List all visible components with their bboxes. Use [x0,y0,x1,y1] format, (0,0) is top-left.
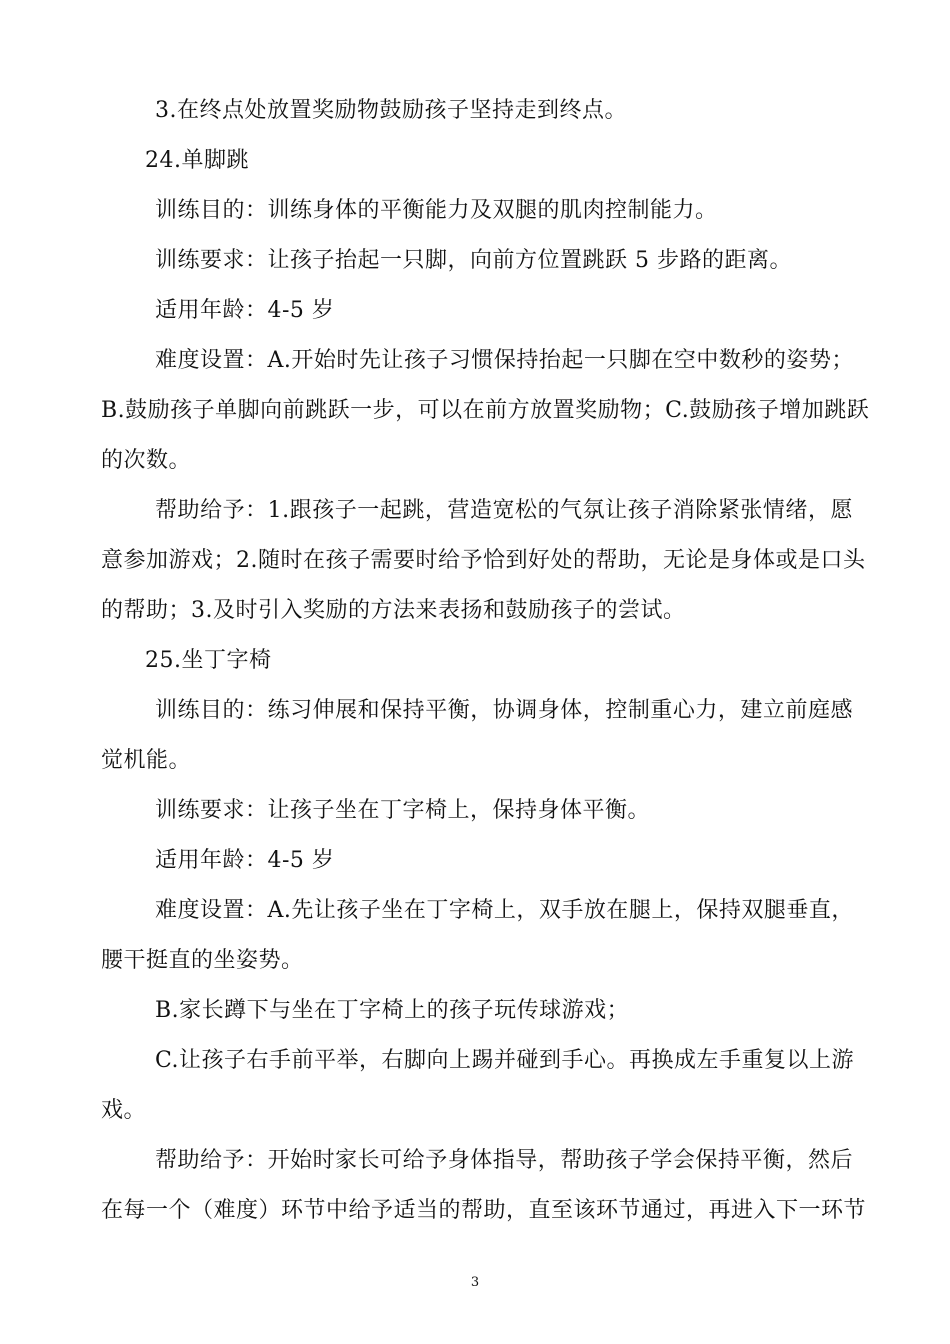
page-number: 3 [470,1275,480,1290]
text-line: 3.在终点处放置奖励物鼓励孩子坚持走到终点。 [155,98,627,123]
text-line: 适用年龄：4-5 岁 [155,298,335,323]
section-heading-25: 25.坐丁字椅 [145,648,272,673]
text-line: B.家长蹲下与坐在丁字椅上的孩子玩传球游戏； [155,998,630,1023]
section-heading-24: 24.单脚跳 [145,148,249,173]
text-line: B.鼓励孩子单脚向前跳跃一步，可以在前方放置奖励物；C.鼓励孩子增加跳跃 [101,398,870,423]
text-line: 戏。 [101,1098,147,1123]
text-line: 训练目的：训练身体的平衡能力及双腿的肌肉控制能力。 [155,198,718,223]
text-line: 帮助给予：1.跟孩子一起跳，营造宽松的气氛让孩子消除紧张情绪，愿 [155,498,853,523]
text-line: 训练要求：让孩子坐在丁字椅上，保持身体平衡。 [155,798,651,823]
text-line: 在每一个（难度）环节中给予适当的帮助，直至该环节通过，再进入下一环节 [101,1198,867,1223]
text-line: 难度设置：A.开始时先让孩子习惯保持抬起一只脚在空中数秒的姿势； [155,348,854,373]
text-line: 意参加游戏；2.随时在孩子需要时给予恰到好处的帮助，无论是身体或是口头 [101,548,866,573]
text-line: C.让孩子右手前平举，右脚向上踢并碰到手心。再换成左手重复以上游 [155,1048,855,1073]
text-line: 帮助给予：开始时家长可给予身体指导，帮助孩子学会保持平衡，然后 [155,1148,853,1173]
text-line: 的帮助；3.及时引入奖励的方法来表扬和鼓励孩子的尝试。 [101,598,686,623]
text-line: 难度设置：A.先让孩子坐在丁字椅上，双手放在腿上，保持双腿垂直， [155,898,854,923]
text-line: 腰干挺直的坐姿势。 [101,948,304,973]
text-line: 适用年龄：4-5 岁 [155,848,335,873]
text-line: 的次数。 [101,448,192,473]
text-line: 觉机能。 [101,748,192,773]
text-line: 训练要求：让孩子抬起一只脚，向前方位置跳跃 5 步路的距离。 [155,248,792,273]
text-line: 训练目的：练习伸展和保持平衡，协调身体，控制重心力，建立前庭感 [155,698,853,723]
